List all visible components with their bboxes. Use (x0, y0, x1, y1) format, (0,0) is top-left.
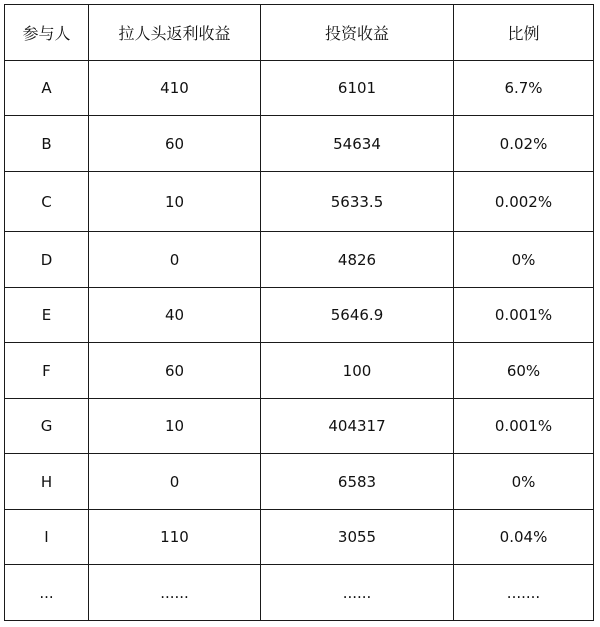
cell-participant: H (5, 454, 89, 510)
header-participant: 参与人 (5, 5, 89, 61)
cell-referral-rebate: ...... (89, 565, 261, 621)
cell-ratio: 0.04% (454, 510, 594, 565)
cell-ratio: 0% (454, 232, 594, 288)
cell-referral-rebate: 10 (89, 399, 261, 454)
header-referral-rebate: 拉人头返利收益 (89, 5, 261, 61)
cell-referral-rebate: 110 (89, 510, 261, 565)
cell-ratio: 0.001% (454, 288, 594, 343)
cell-ratio: ....... (454, 565, 594, 621)
table-row (5, 61, 594, 116)
header-investment-return: 投资收益 (261, 5, 454, 61)
cell-participant: D (5, 232, 89, 288)
cell-participant: B (5, 116, 89, 172)
data-table (4, 4, 594, 621)
cell-referral-rebate: 410 (89, 61, 261, 116)
cell-participant: G (5, 399, 89, 454)
cell-investment-return: 5646.9 (261, 288, 454, 343)
cell-investment-return: ...... (261, 565, 454, 621)
cell-participant: F (5, 343, 89, 399)
table-row (5, 454, 594, 510)
table-header-row (5, 5, 594, 61)
cell-ratio: 0% (454, 454, 594, 510)
data-table-container (4, 4, 593, 621)
cell-participant: E (5, 288, 89, 343)
cell-investment-return: 6101 (261, 61, 454, 116)
cell-investment-return: 100 (261, 343, 454, 399)
cell-investment-return: 5633.5 (261, 172, 454, 232)
cell-investment-return: 4826 (261, 232, 454, 288)
cell-participant: I (5, 510, 89, 565)
cell-participant: A (5, 61, 89, 116)
cell-investment-return: 6583 (261, 454, 454, 510)
cell-investment-return: 3055 (261, 510, 454, 565)
table-row (5, 172, 594, 232)
cell-ratio: 0.001% (454, 399, 594, 454)
cell-participant: C (5, 172, 89, 232)
cell-ratio: 60% (454, 343, 594, 399)
cell-referral-rebate: 10 (89, 172, 261, 232)
cell-referral-rebate: 40 (89, 288, 261, 343)
header-ratio: 比例 (454, 5, 594, 61)
table-row (5, 399, 594, 454)
cell-ratio: 0.002% (454, 172, 594, 232)
cell-referral-rebate: 60 (89, 343, 261, 399)
cell-referral-rebate: 0 (89, 232, 261, 288)
table-row (5, 343, 594, 399)
table-row (5, 510, 594, 565)
cell-ratio: 6.7% (454, 61, 594, 116)
cell-participant: ... (5, 565, 89, 621)
table-row (5, 565, 594, 621)
cell-referral-rebate: 60 (89, 116, 261, 172)
table-row (5, 288, 594, 343)
table-row (5, 232, 594, 288)
cell-ratio: 0.02% (454, 116, 594, 172)
table-row (5, 116, 594, 172)
cell-referral-rebate: 0 (89, 454, 261, 510)
cell-investment-return: 54634 (261, 116, 454, 172)
cell-investment-return: 404317 (261, 399, 454, 454)
